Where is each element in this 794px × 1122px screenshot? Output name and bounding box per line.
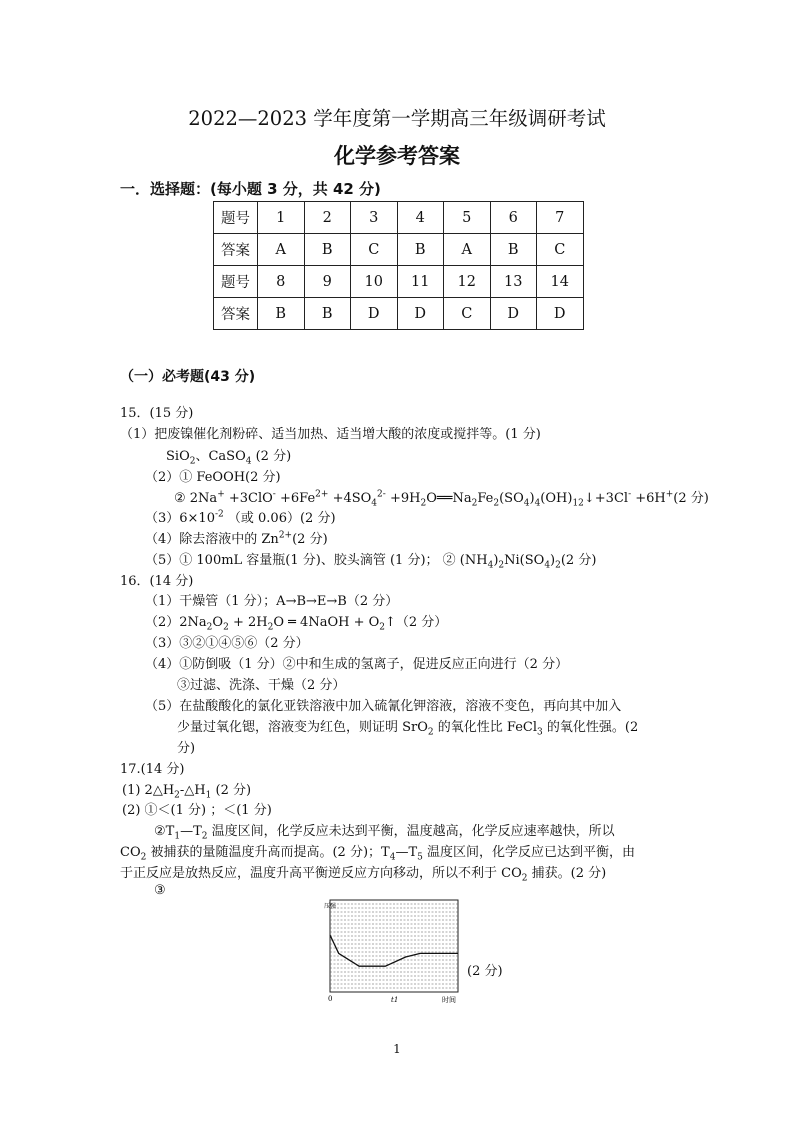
- q17-line2: (2) ①＜(1 分) ；＜(1 分): [122, 803, 272, 818]
- q16-heading: 16．(14 分): [120, 574, 194, 589]
- table-cell: D: [537, 298, 584, 330]
- q16-line8: 分): [177, 741, 196, 756]
- table-row: [214, 202, 584, 234]
- table-cell: C: [537, 234, 584, 266]
- table-cell: 1: [258, 202, 305, 234]
- table-row-header: 题号: [214, 202, 258, 234]
- table-cell: 3: [351, 202, 398, 234]
- table-cell: D: [351, 298, 398, 330]
- table-cell: 6: [490, 202, 537, 234]
- table-cell: B: [304, 234, 351, 266]
- q15-line3: （2）① FeOOH(2 分): [145, 470, 281, 485]
- page-number: 1: [393, 1042, 401, 1056]
- q17-line4: $CO_2$ 被捕获的量随温度升高而提高。(2 分)；$T_4—T_5$ 温度区间，化学反应已达到平衡，由: [120, 845, 635, 863]
- x-tick-label-t1: t1: [391, 996, 399, 1004]
- q15-line7: （5）① 100mL 容量瓶(1 分)、胶头滴管 (1 分)； ② $(NH_4)_2Ni(SO_4)_2(2$ 分): [145, 553, 597, 571]
- q16-line2: $(2)2Na_2O_2 + 2H_2O$ ═ 4NaOH + $O_2↑(2$ 分）: [145, 615, 448, 633]
- plot-frame: [330, 900, 458, 992]
- y-axis-label: 压强: [324, 903, 337, 910]
- table-cell: 7: [537, 202, 584, 234]
- q16-line7: 少量过氧化锶，溶液变为红色，则证明 SrO$_2$ 的氧化性比 FeCl$_3$ 的氧化性强。(2: [177, 720, 639, 738]
- q17-line3: $②T_1—T_2$ 温度区间，化学反应未达到平衡，温度越高，化学反应速率越快，所以: [154, 824, 615, 842]
- table-cell: B: [258, 298, 305, 330]
- table-cell: 5: [444, 202, 491, 234]
- answer-title: 化学参考答案: [334, 144, 460, 168]
- section-2-heading: （一）必考题(43 分): [120, 369, 256, 385]
- q15-heading: 15．(15 分): [120, 406, 194, 421]
- table-row: [214, 266, 584, 298]
- section-1-heading: 一．选择题：(每小题 3 分，共 42 分): [120, 180, 381, 198]
- q17-heading: 17.(14 分): [120, 762, 185, 777]
- q16-line5: ③过滤、洗涤、干燥（2 分）: [177, 678, 346, 693]
- q17-line5: 于正反应是放热反应，温度升高平衡逆反应方向移动，所以不利于 $CO_2$ 捕获。(2 分): [120, 866, 607, 884]
- table-cell: 10: [351, 266, 398, 298]
- table-cell: B: [397, 234, 444, 266]
- q16-line1: （1）干燥管（1 分）；A→B→E→B（2 分）: [145, 594, 399, 609]
- q16-line4: （4）①防倒吸（1 分）②中和生成的氢离子，促进反应正向进行（2 分）: [145, 657, 569, 672]
- table-cell: 2: [304, 202, 351, 234]
- table-cell: A: [444, 234, 491, 266]
- pressure-time-chart: [322, 892, 472, 1012]
- table-cell: B: [304, 298, 351, 330]
- q15-line6: （4）除去溶液中的 $Zn^{2+}(2$ 分): [145, 530, 328, 547]
- q16-line6: （5）在盐酸酸化的氯化亚铁溶液中加入硫氰化钾溶液，溶液不变色，再向其中加入: [145, 699, 622, 714]
- table-cell: D: [397, 298, 444, 330]
- exam-title: 2022—2023 学年度第一学期高三年级调研考试: [188, 107, 606, 130]
- table-cell: 11: [397, 266, 444, 298]
- q15-line5: $(3)6\times 10^{-2}$ （或 0.06）(2 分): [145, 509, 336, 526]
- chart-score: (2 分): [467, 964, 503, 979]
- table-row: [214, 298, 584, 330]
- table-cell: 4: [397, 202, 444, 234]
- q17-line1: (1) $2\triangle H_2-\triangle H_1$ (2 分): [122, 783, 252, 801]
- q15-equation: ② $2Na^+ +3ClO^- +6Fe^{2+} +4SO_4^{2-}$ $+9H_2O══Na_2Fe_2(SO_4)_4(OH)_{12}↓+3Cl^- +6H^+(2$ 分): [174, 489, 709, 509]
- table-cell: 9: [304, 266, 351, 298]
- table-cell: 13: [490, 266, 537, 298]
- pressure-series-line: [330, 935, 458, 966]
- answer-table: [213, 201, 584, 330]
- x-tick-label-0: 0: [328, 995, 333, 1003]
- q15-line1: （1）把废镍催化剂粉碎、适当加热、适当增大酸的浓度或搅拌等。(1 分): [120, 427, 541, 442]
- table-row-header: 题号: [214, 266, 258, 298]
- q17-line6: ③: [154, 883, 166, 898]
- table-row-header: 答案: [214, 298, 258, 330]
- table-row-header: 答案: [214, 234, 258, 266]
- q16-line3: （3）③②①④⑤⑥（2 分）: [145, 636, 309, 651]
- x-axis-label: 时间: [442, 996, 456, 1004]
- table-cell: 12: [444, 266, 491, 298]
- table-cell: 8: [258, 266, 305, 298]
- table-cell: 14: [537, 266, 584, 298]
- table-cell: D: [490, 298, 537, 330]
- table-cell: B: [490, 234, 537, 266]
- table-row: [214, 234, 584, 266]
- table-cell: C: [444, 298, 491, 330]
- table-cell: C: [351, 234, 398, 266]
- table-cell: A: [258, 234, 305, 266]
- q15-line2: SiO$_2$、CaSO$_4$ (2 分): [166, 449, 292, 467]
